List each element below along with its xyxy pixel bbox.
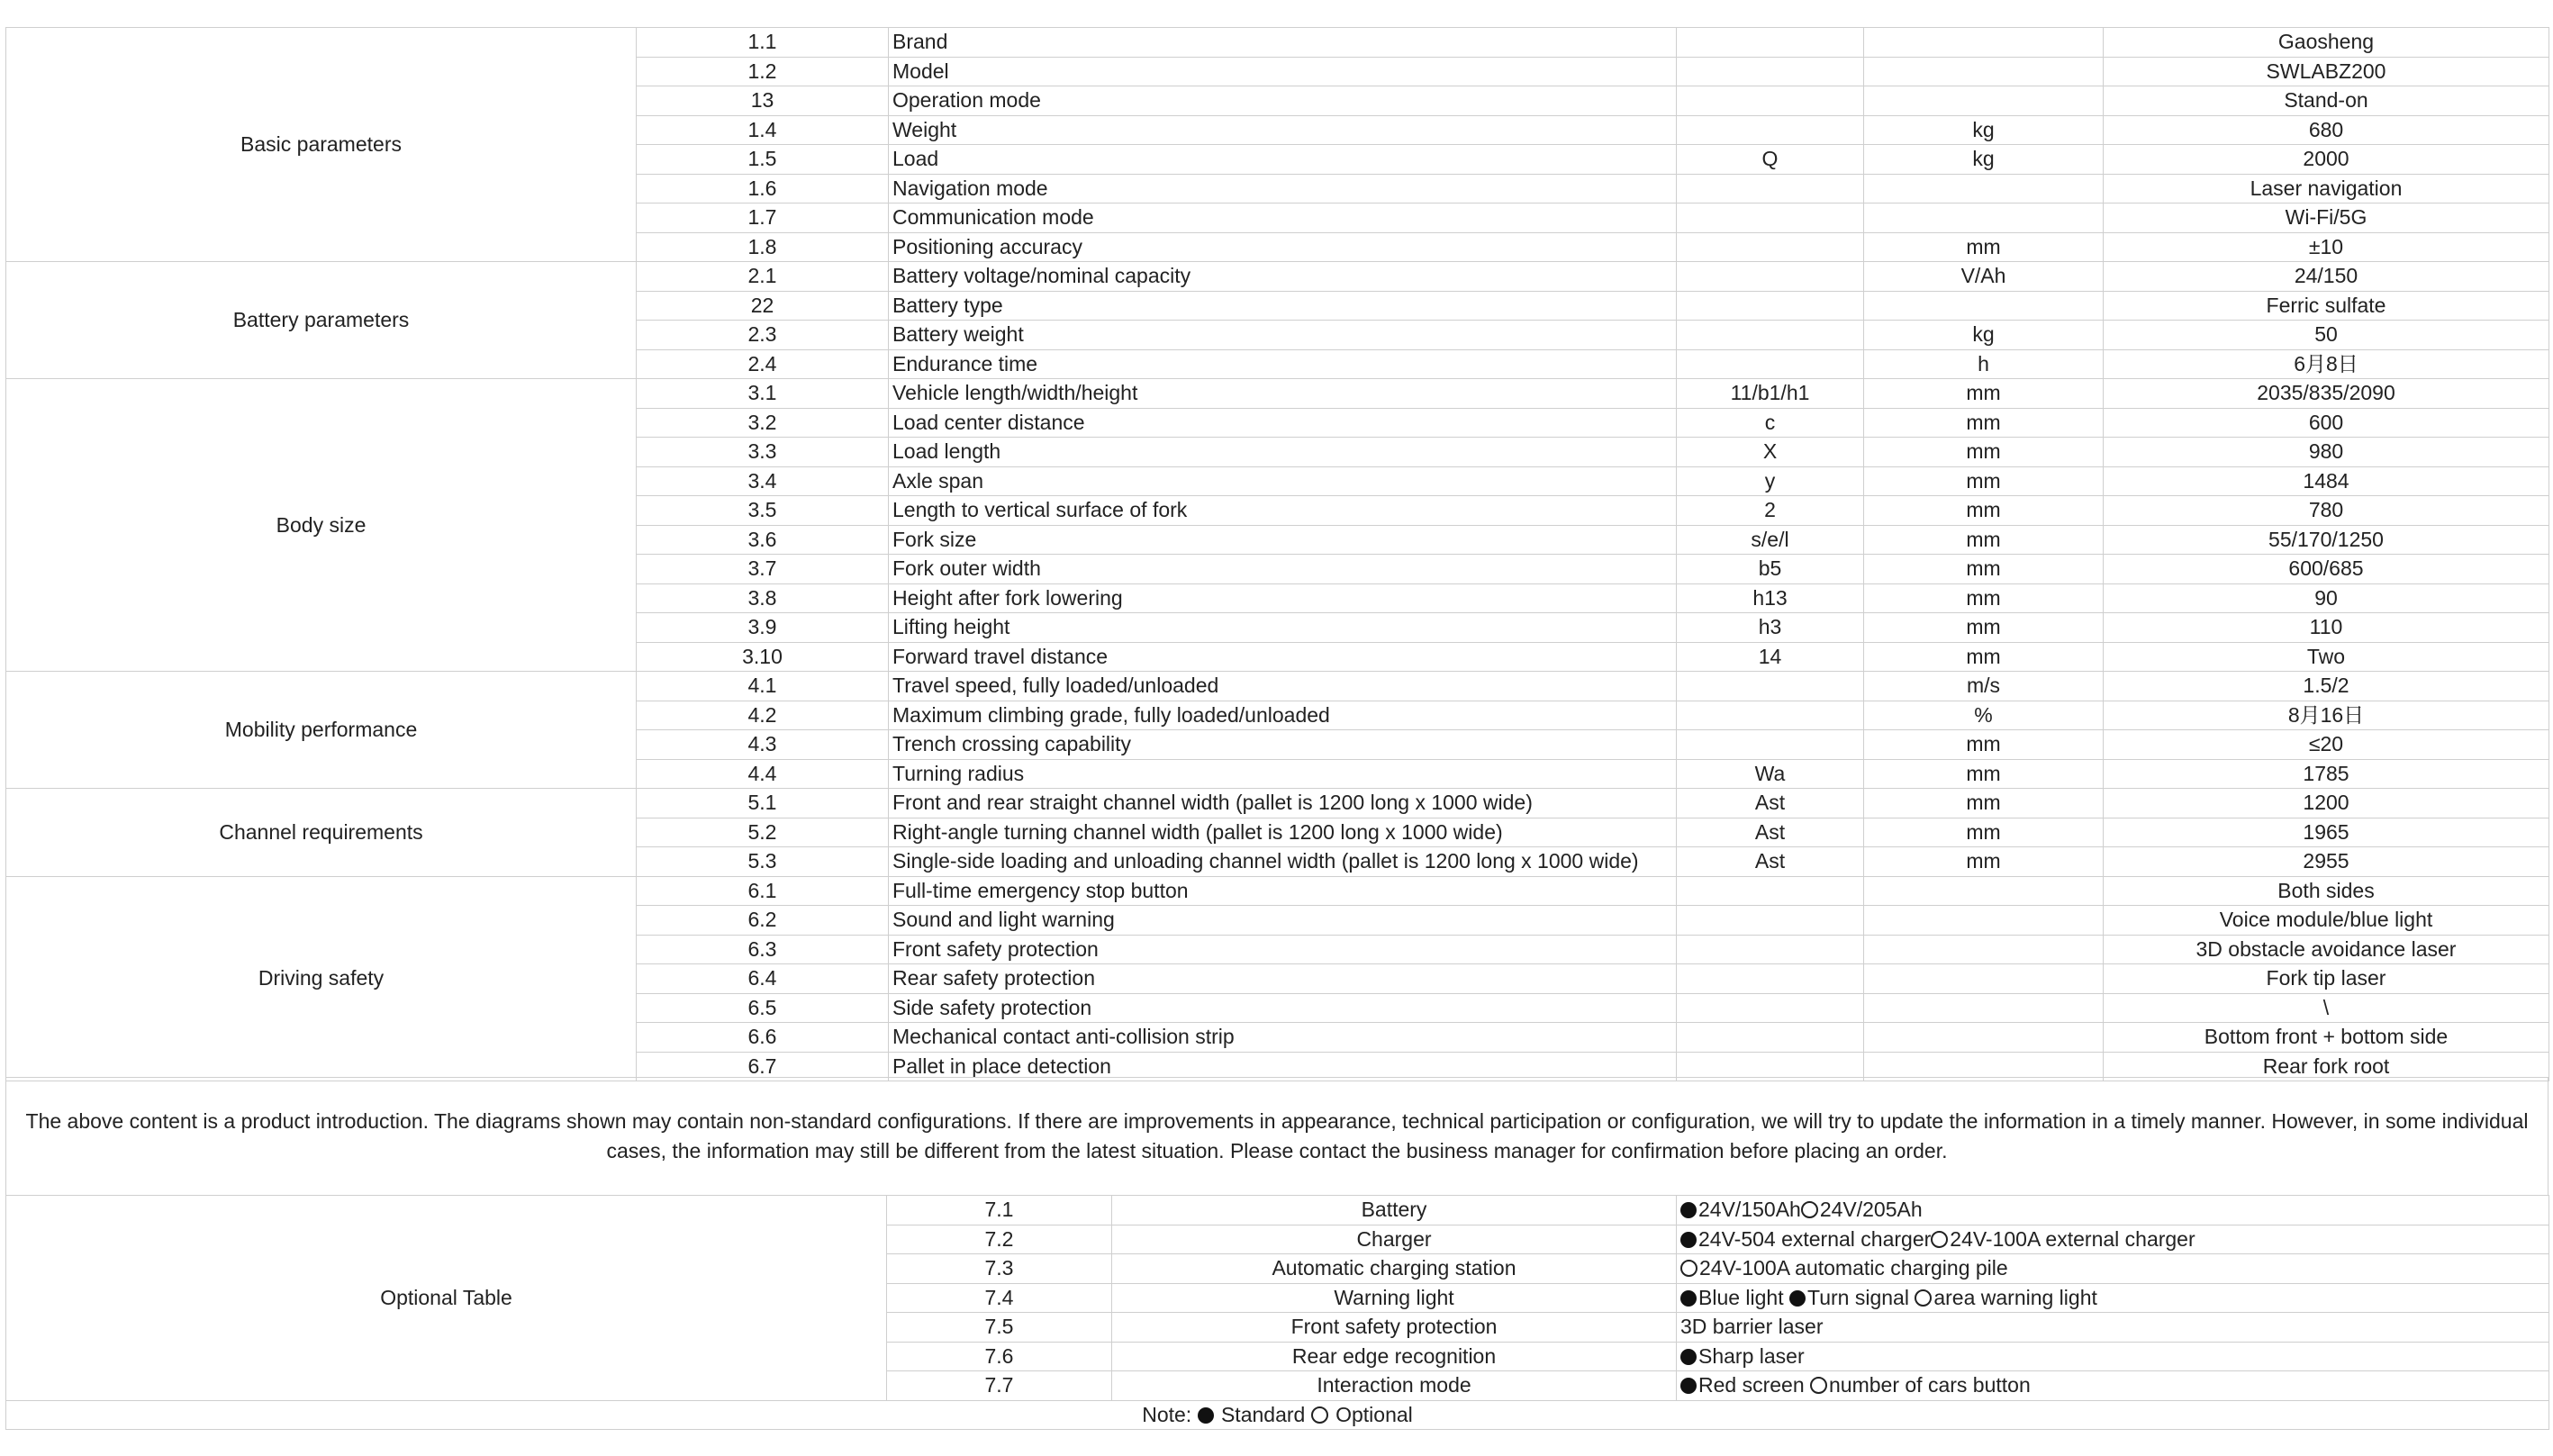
item-number: 6.6 <box>637 1023 889 1053</box>
section-category: Body size <box>6 379 637 672</box>
legend-note <box>6 1400 2549 1430</box>
item-value: Gaosheng <box>2104 28 2549 58</box>
option-item: Rear edge recognition <box>1112 1342 1677 1371</box>
item-unit <box>1864 57 2104 86</box>
item-value: 6月8日 <box>2104 349 2549 379</box>
spec-row <box>6 28 2549 58</box>
item-value: 1785 <box>2104 759 2549 789</box>
item-value: Rear fork root <box>2104 1052 2549 1081</box>
item-value: 110 <box>2104 613 2549 643</box>
standard-dot-icon <box>1680 1202 1697 1218</box>
item-unit: mm <box>1864 847 2104 877</box>
item-name: Operation mode <box>889 86 1677 116</box>
item-number: 5.3 <box>637 847 889 877</box>
standard-dot-icon <box>1680 1349 1697 1365</box>
item-code: h3 <box>1677 613 1864 643</box>
option-number: 7.5 <box>887 1313 1112 1343</box>
item-unit: mm <box>1864 642 2104 672</box>
item-name: Load center distance <box>889 408 1677 438</box>
item-number: 13 <box>637 86 889 116</box>
item-name: Weight <box>889 115 1677 145</box>
item-code: Wa <box>1677 759 1864 789</box>
optional-circle-icon <box>1915 1289 1932 1307</box>
item-number: 1.5 <box>637 145 889 175</box>
item-number: 3.7 <box>637 555 889 584</box>
option-item: Automatic charging station <box>1112 1254 1677 1284</box>
item-number: 1.7 <box>637 203 889 233</box>
item-name: Forward travel distance <box>889 642 1677 672</box>
item-value: Fork tip laser <box>2104 964 2549 994</box>
item-value: 1.5/2 <box>2104 672 2549 701</box>
item-code: Q <box>1677 145 1864 175</box>
item-code <box>1677 672 1864 701</box>
option-number: 7.4 <box>887 1283 1112 1313</box>
standard-dot-icon <box>1680 1232 1697 1248</box>
spec-row <box>6 876 2549 906</box>
option-choices <box>1677 1342 2549 1371</box>
option-text: 3D barrier laser <box>1680 1315 1824 1339</box>
item-value: 600 <box>2104 408 2549 438</box>
item-code: c <box>1677 408 1864 438</box>
optional-circle-icon <box>1810 1377 1827 1394</box>
item-code <box>1677 203 1864 233</box>
item-unit: mm <box>1864 496 2104 526</box>
item-number: 3.5 <box>637 496 889 526</box>
option-choices <box>1677 1225 2549 1254</box>
option-text: 24V-100A automatic charging pile <box>1699 1256 2008 1280</box>
option-item: Interaction mode <box>1112 1371 1677 1401</box>
option-item: Front safety protection <box>1112 1313 1677 1343</box>
option-choices <box>1677 1283 2549 1313</box>
item-number: 6.2 <box>637 906 889 936</box>
section-category: Channel requirements <box>6 789 637 877</box>
item-number: 22 <box>637 291 889 321</box>
item-name: Fork size <box>889 525 1677 555</box>
item-name: Mechanical contact anti-collision strip <box>889 1023 1677 1053</box>
section-category: Battery parameters <box>6 262 637 379</box>
item-unit: mm <box>1864 583 2104 613</box>
item-number: 3.4 <box>637 466 889 496</box>
item-unit: mm <box>1864 555 2104 584</box>
item-value: 600/685 <box>2104 555 2549 584</box>
item-number: 5.1 <box>637 789 889 818</box>
item-number: 1.1 <box>637 28 889 58</box>
optional-table-title: Optional Table <box>6 1196 887 1401</box>
option-choices <box>1677 1254 2549 1284</box>
item-code <box>1677 321 1864 350</box>
item-code <box>1677 935 1864 964</box>
item-name: Turning radius <box>889 759 1677 789</box>
item-unit: mm <box>1864 232 2104 262</box>
item-unit: kg <box>1864 321 2104 350</box>
item-value: 1484 <box>2104 466 2549 496</box>
item-number: 6.1 <box>637 876 889 906</box>
item-name: Lifting height <box>889 613 1677 643</box>
item-code <box>1677 57 1864 86</box>
item-unit <box>1864 876 2104 906</box>
item-number: 4.2 <box>637 701 889 730</box>
item-unit: mm <box>1864 730 2104 760</box>
item-name: Maximum climbing grade, fully loaded/unloaded <box>889 701 1677 730</box>
item-code <box>1677 291 1864 321</box>
item-unit: mm <box>1864 613 2104 643</box>
item-unit <box>1864 964 2104 994</box>
item-name: Battery type <box>889 291 1677 321</box>
item-number: 3.9 <box>637 613 889 643</box>
item-value: 90 <box>2104 583 2549 613</box>
item-name: Trench crossing capability <box>889 730 1677 760</box>
item-code: 14 <box>1677 642 1864 672</box>
item-name: Communication mode <box>889 203 1677 233</box>
optional-circle-icon <box>1311 1406 1328 1424</box>
item-number: 2.4 <box>637 349 889 379</box>
item-code <box>1677 174 1864 203</box>
item-name: Front safety protection <box>889 935 1677 964</box>
section-category: Driving safety <box>6 876 637 1081</box>
option-number: 7.2 <box>887 1225 1112 1254</box>
item-code <box>1677 349 1864 379</box>
item-name: Battery weight <box>889 321 1677 350</box>
item-code <box>1677 993 1864 1023</box>
item-value: 680 <box>2104 115 2549 145</box>
item-unit: mm <box>1864 379 2104 409</box>
item-number: 3.3 <box>637 438 889 467</box>
item-code: y <box>1677 466 1864 496</box>
option-choices <box>1677 1313 2549 1343</box>
optional-circle-icon <box>1801 1201 1818 1218</box>
item-number: 1.6 <box>637 174 889 203</box>
item-number: 2.3 <box>637 321 889 350</box>
item-unit <box>1864 174 2104 203</box>
item-code <box>1677 876 1864 906</box>
notice-text: The above content is a product introduction. The diagrams shown may contain non-standard configurations. If there are improvements in appearance, technical participation or configuration, we will try to update the information in a timely manner. However, in some individual cases, the information may still be different from the latest situation. Please contact the business manager for confirmation before placing an order. <box>6 1078 2548 1196</box>
item-value: 2035/835/2090 <box>2104 379 2549 409</box>
item-unit <box>1864 291 2104 321</box>
item-value: Stand-on <box>2104 86 2549 116</box>
option-text: 24V/205Ah <box>1819 1198 1923 1222</box>
item-value: 780 <box>2104 496 2549 526</box>
item-name: Sound and light warning <box>889 906 1677 936</box>
item-number: 5.2 <box>637 818 889 847</box>
option-row <box>6 1196 2549 1225</box>
item-name: Front and rear straight channel width (pallet is 1200 long x 1000 wide) <box>889 789 1677 818</box>
item-number: 3.1 <box>637 379 889 409</box>
item-value: Bottom front + bottom side <box>2104 1023 2549 1053</box>
item-value: 24/150 <box>2104 262 2549 292</box>
item-unit: mm <box>1864 818 2104 847</box>
option-item: Charger <box>1112 1225 1677 1254</box>
item-unit <box>1864 935 2104 964</box>
item-unit <box>1864 1023 2104 1053</box>
item-number: 1.4 <box>637 115 889 145</box>
option-text: 24V/150Ah <box>1698 1198 1801 1222</box>
item-value: Two <box>2104 642 2549 672</box>
item-name: Fork outer width <box>889 555 1677 584</box>
item-name: Side safety protection <box>889 993 1677 1023</box>
option-choices <box>1677 1371 2549 1401</box>
legend-standard: Standard <box>1215 1402 1311 1426</box>
item-unit <box>1864 993 2104 1023</box>
item-name: Brand <box>889 28 1677 58</box>
item-name: Travel speed, fully loaded/unloaded <box>889 672 1677 701</box>
item-code: 2 <box>1677 496 1864 526</box>
item-value: 55/170/1250 <box>2104 525 2549 555</box>
standard-dot-icon <box>1198 1407 1214 1424</box>
item-number: 4.1 <box>637 672 889 701</box>
item-number: 6.7 <box>637 1052 889 1081</box>
item-number: 2.1 <box>637 262 889 292</box>
section-category: Mobility performance <box>6 672 637 789</box>
item-unit: mm <box>1864 789 2104 818</box>
item-number: 4.3 <box>637 730 889 760</box>
option-text: Turn signal <box>1807 1285 1915 1309</box>
legend-prefix: Note: <box>1142 1402 1198 1426</box>
item-number: 3.6 <box>637 525 889 555</box>
item-name: Load length <box>889 438 1677 467</box>
item-code <box>1677 115 1864 145</box>
item-value: ≤20 <box>2104 730 2549 760</box>
item-unit: mm <box>1864 525 2104 555</box>
item-unit <box>1864 906 2104 936</box>
item-unit <box>1864 86 2104 116</box>
spec-table <box>5 27 2549 1081</box>
item-code <box>1677 232 1864 262</box>
item-unit: mm <box>1864 438 2104 467</box>
item-number: 4.4 <box>637 759 889 789</box>
item-code <box>1677 964 1864 994</box>
option-number: 7.7 <box>887 1371 1112 1401</box>
notice-table <box>5 1077 2548 1196</box>
item-value: 3D obstacle avoidance laser <box>2104 935 2549 964</box>
item-name: Pallet in place detection <box>889 1052 1677 1081</box>
item-name: Rear safety protection <box>889 964 1677 994</box>
item-unit: kg <box>1864 115 2104 145</box>
option-text: area warning light <box>1933 1285 2097 1309</box>
option-text: Blue light <box>1698 1285 1790 1309</box>
standard-dot-icon <box>1789 1290 1806 1307</box>
item-value: Wi-Fi/5G <box>2104 203 2549 233</box>
item-unit: mm <box>1864 759 2104 789</box>
item-name: Battery voltage/nominal capacity <box>889 262 1677 292</box>
item-number: 1.2 <box>637 57 889 86</box>
item-name: Axle span <box>889 466 1677 496</box>
item-name: Full-time emergency stop button <box>889 876 1677 906</box>
item-unit: h <box>1864 349 2104 379</box>
item-value: Ferric sulfate <box>2104 291 2549 321</box>
item-code: Ast <box>1677 789 1864 818</box>
item-code <box>1677 906 1864 936</box>
option-number: 7.6 <box>887 1342 1112 1371</box>
option-number: 7.1 <box>887 1196 1112 1225</box>
item-code: Ast <box>1677 847 1864 877</box>
spec-row <box>6 789 2549 818</box>
item-number: 6.4 <box>637 964 889 994</box>
item-code <box>1677 262 1864 292</box>
item-number: 6.5 <box>637 993 889 1023</box>
standard-dot-icon <box>1680 1378 1697 1394</box>
item-code <box>1677 28 1864 58</box>
item-value: ±10 <box>2104 232 2549 262</box>
spec-row <box>6 672 2549 701</box>
item-value: Both sides <box>2104 876 2549 906</box>
item-value: Voice module/blue light <box>2104 906 2549 936</box>
item-number: 3.8 <box>637 583 889 613</box>
item-unit: kg <box>1864 145 2104 175</box>
item-code <box>1677 730 1864 760</box>
legend-optional: Optional <box>1329 1402 1413 1426</box>
item-name: Endurance time <box>889 349 1677 379</box>
item-number: 1.8 <box>637 232 889 262</box>
item-unit: V/Ah <box>1864 262 2104 292</box>
option-text: Red screen <box>1698 1373 1811 1397</box>
item-code: X <box>1677 438 1864 467</box>
option-text: number of cars button <box>1829 1373 2031 1397</box>
item-name: Load <box>889 145 1677 175</box>
item-code: b5 <box>1677 555 1864 584</box>
item-unit: % <box>1864 701 2104 730</box>
item-code <box>1677 86 1864 116</box>
item-value: 1200 <box>2104 789 2549 818</box>
item-code: Ast <box>1677 818 1864 847</box>
item-number: 3.10 <box>637 642 889 672</box>
item-name: Length to vertical surface of fork <box>889 496 1677 526</box>
option-text: Sharp laser <box>1698 1343 1805 1368</box>
option-text: 24V-504 external charger <box>1698 1226 1932 1251</box>
item-name: Vehicle length/width/height <box>889 379 1677 409</box>
item-code: 11/b1/h1 <box>1677 379 1864 409</box>
standard-dot-icon <box>1680 1290 1697 1307</box>
item-code: s/e/l <box>1677 525 1864 555</box>
item-number: 3.2 <box>637 408 889 438</box>
item-value: 1965 <box>2104 818 2549 847</box>
item-code <box>1677 1023 1864 1053</box>
item-value: 50 <box>2104 321 2549 350</box>
item-code <box>1677 701 1864 730</box>
optional-circle-icon <box>1680 1260 1697 1277</box>
option-text: 24V-100A external charger <box>1950 1226 2195 1251</box>
option-number: 7.3 <box>887 1254 1112 1284</box>
item-code: h13 <box>1677 583 1864 613</box>
item-value: 980 <box>2104 438 2549 467</box>
option-item: Battery <box>1112 1196 1677 1225</box>
spec-row <box>6 379 2549 409</box>
item-value: Laser navigation <box>2104 174 2549 203</box>
legend-row <box>6 1400 2549 1430</box>
item-name: Model <box>889 57 1677 86</box>
item-value: SWLABZ200 <box>2104 57 2549 86</box>
spec-row <box>6 262 2549 292</box>
section-category: Basic parameters <box>6 28 637 262</box>
item-value: 2000 <box>2104 145 2549 175</box>
item-name: Single-side loading and unloading channel width (pallet is 1200 long x 1000 wide) <box>889 847 1677 877</box>
item-value: 8月16日 <box>2104 701 2549 730</box>
item-name: Positioning accuracy <box>889 232 1677 262</box>
item-unit <box>1864 203 2104 233</box>
item-number: 6.3 <box>637 935 889 964</box>
item-name: Right-angle turning channel width (pallet is 1200 long x 1000 wide) <box>889 818 1677 847</box>
item-name: Navigation mode <box>889 174 1677 203</box>
item-unit: mm <box>1864 408 2104 438</box>
item-unit <box>1864 28 2104 58</box>
item-value: \ <box>2104 993 2549 1023</box>
item-unit: mm <box>1864 466 2104 496</box>
option-item: Warning light <box>1112 1283 1677 1313</box>
optional-circle-icon <box>1931 1231 1948 1248</box>
item-value: 2955 <box>2104 847 2549 877</box>
option-choices <box>1677 1196 2549 1225</box>
item-unit: m/s <box>1864 672 2104 701</box>
optional-table <box>5 1195 2549 1430</box>
item-name: Height after fork lowering <box>889 583 1677 613</box>
